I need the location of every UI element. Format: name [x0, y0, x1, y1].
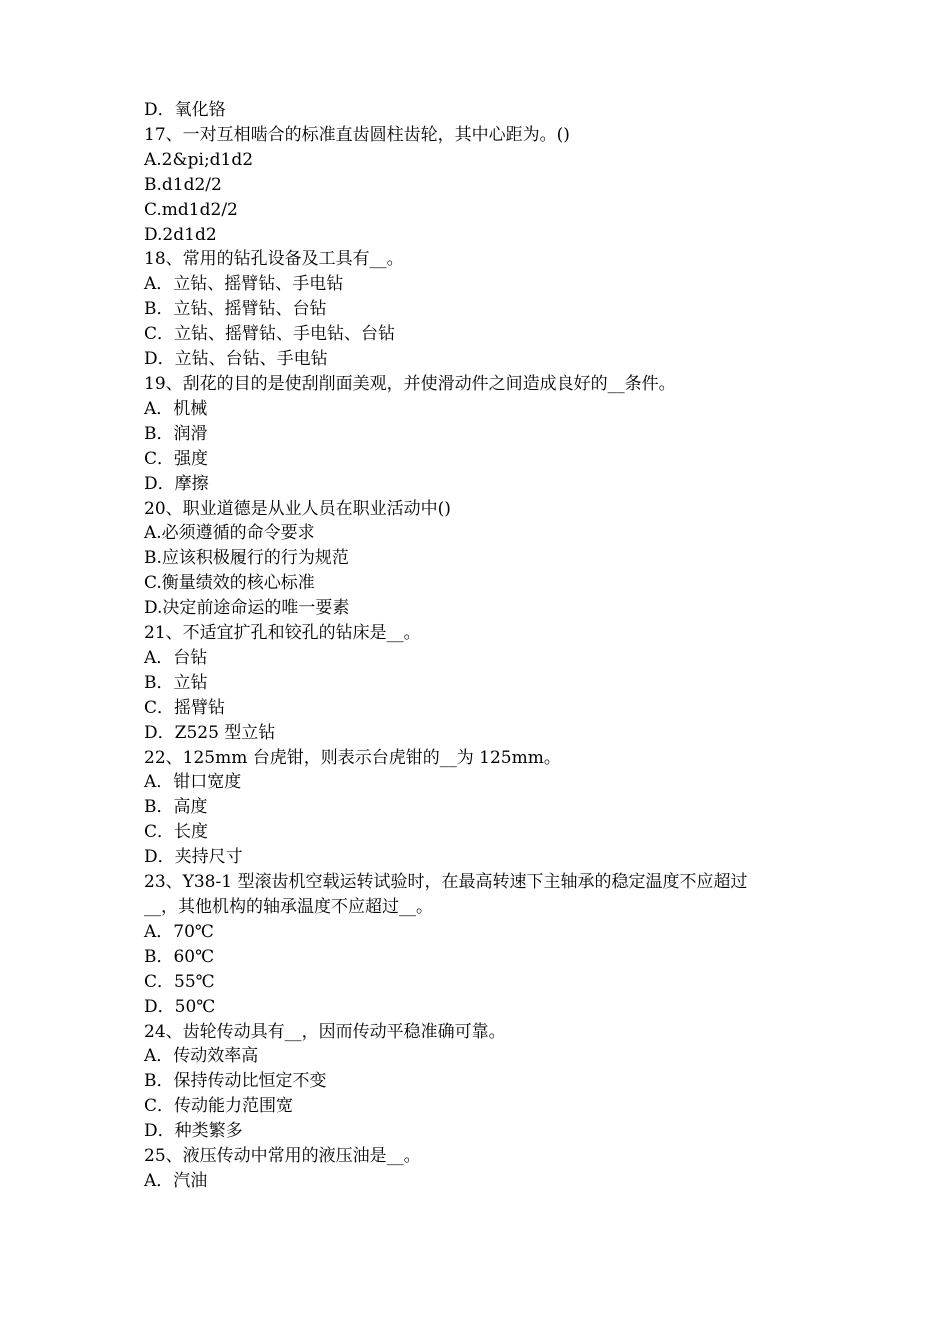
option-line: A．立钻、摇臂钻、手电钻	[144, 274, 344, 295]
option-line: C．强度	[144, 448, 209, 469]
question-19: 19、刮花的目的是使刮削面美观，并使滑动件之间造成良好的__条件。	[144, 373, 676, 394]
question-17: 17、一对互相啮合的标准直齿圆柱齿轮，其中心距为。()	[144, 124, 570, 145]
option-line: B．立钻	[144, 672, 208, 693]
option-line: D．夹持尺寸	[144, 847, 243, 868]
option-line: C.衡量绩效的核心标准	[144, 573, 315, 594]
option-line: C．长度	[144, 822, 209, 843]
option-line: D．摩擦	[144, 473, 209, 494]
option-line: B．立钻、摇臂钻、台钻	[144, 299, 327, 320]
option-line: C．立钻、摇臂钻、手电钻、台钻	[144, 324, 396, 345]
option-line: A．汽油	[144, 1170, 208, 1191]
option-line: C.md1d2/2	[144, 199, 238, 220]
option-line: B.应该积极履行的行为规范	[144, 548, 349, 569]
question-20: 20、职业道德是从业人员在职业活动中()	[144, 498, 451, 519]
question-25: 25、液压传动中常用的液压油是__。	[144, 1146, 421, 1167]
question-24: 24、齿轮传动具有__，因而传动平稳准确可靠。	[144, 1021, 506, 1042]
option-line: A.2&pi;d1d2	[144, 149, 254, 170]
question-18: 18、常用的钻孔设备及工具有__。	[144, 249, 404, 270]
option-line: B．保持传动比恒定不变	[144, 1071, 327, 1092]
option-line: A．机械	[144, 398, 208, 419]
option-line: A．70℃	[144, 921, 214, 942]
option-line: B．润滑	[144, 423, 208, 444]
option-line: A．钳口宽度	[144, 772, 242, 793]
option-line: B．60℃	[144, 946, 215, 967]
option-line: D．种类繁多	[144, 1121, 243, 1142]
option-line: D．50℃	[144, 996, 216, 1017]
question-21: 21、不适宜扩孔和铰孔的钻床是__。	[144, 623, 421, 644]
option-line: B．高度	[144, 797, 208, 818]
option-line: D．立钻、台钻、手电钻	[144, 349, 328, 370]
option-line: A.必须遵循的命令要求	[144, 523, 315, 544]
option-line: C．55℃	[144, 971, 215, 992]
option-line: A．台钻	[144, 647, 208, 668]
option-line: D．氧化铬	[144, 100, 226, 120]
option-line: D.决定前途命运的唯一要素	[144, 598, 350, 619]
option-line: A．传动效率高	[144, 1046, 259, 1067]
document-body	[144, 98, 824, 1194]
option-line: B.d1d2/2	[144, 174, 222, 195]
option-line: D.2d1d2	[144, 224, 217, 245]
option-line: D．Z525 型立钻	[144, 722, 276, 743]
option-line: C．传动能力范围宽	[144, 1096, 294, 1117]
question-23: 23、Y38-1 型滚齿机空载运转试验时，在最高转速下主轴承的稳定温度不应超过	[144, 872, 748, 893]
question-23-continued: __，其他机构的轴承温度不应超过__。	[144, 897, 433, 917]
option-line: C．摇臂钻	[144, 697, 226, 718]
question-22: 22、125mm 台虎钳，则表示台虎钳的__为 125mm。	[144, 747, 561, 768]
